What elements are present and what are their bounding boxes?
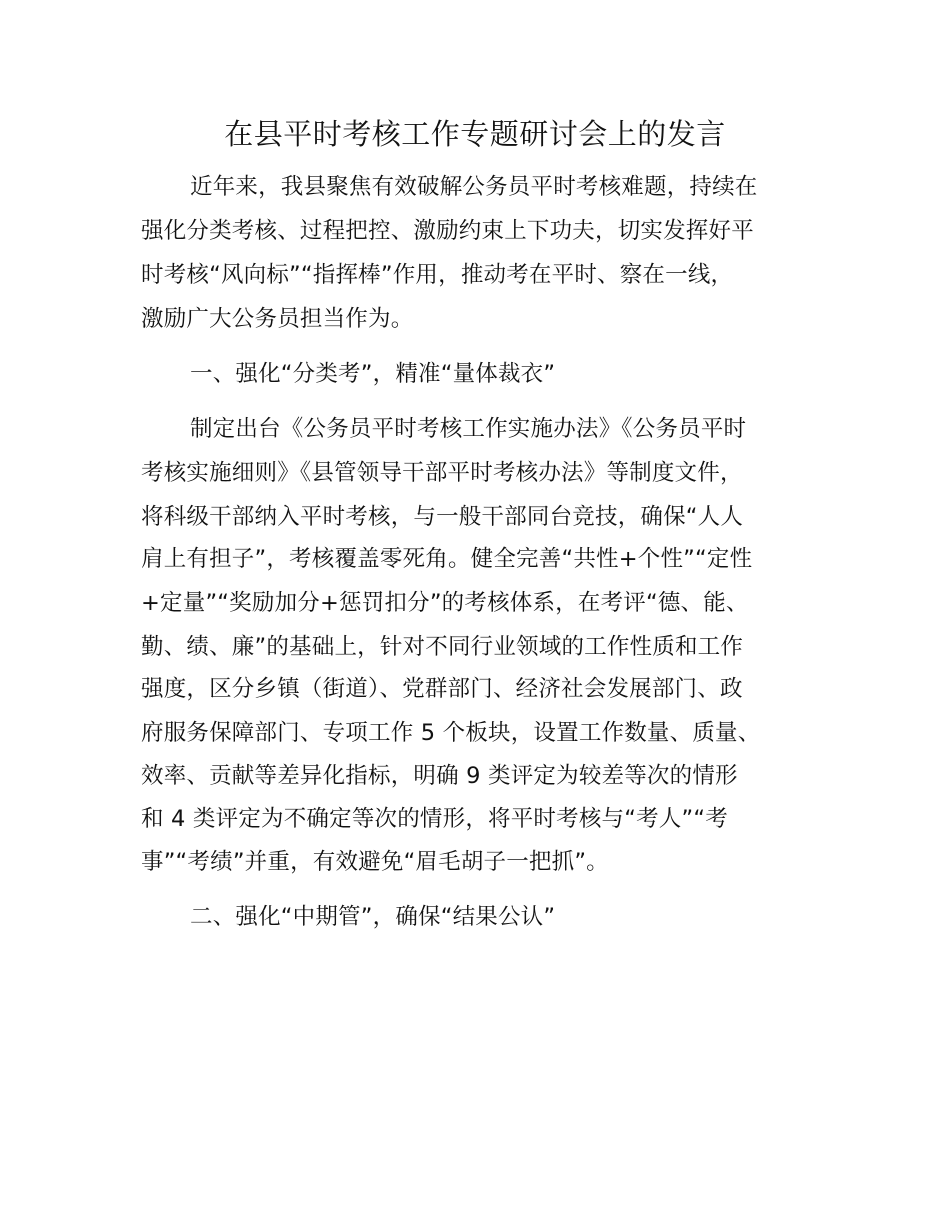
paragraph-2-line-11: 事”“考绩”并重，有效避免“眉毛胡子一把抓”。 [141,849,609,875]
paragraph-1-line-2: 强化分类考核、过程把控、激励约束上下功夫，切实发挥好平 [141,218,754,244]
paragraph-2-line-4: 肩上有担子”，考核覆盖零死角。健全完善“共性+个性”“定性 [141,546,753,572]
paragraph-2-line-7: 强度，区分乡镇（街道）、党群部门、经济社会发展部门、政 [141,676,743,702]
paragraph-2-line-9: 效率、贡献等差异化指标，明确 9 类评定为较差等次的情形 [141,763,738,789]
paragraph-2-line-5: +定量”“奖励加分+惩罚扣分”的考核体系，在考评“德、能、 [141,590,749,616]
paragraph-1-line-1: 近年来，我县聚焦有效破解公务员平时考核难题，持续在 [190,174,758,200]
section-heading-2: 二、强化“中期管”，确保“结果公认” [190,904,556,930]
paragraph-2-line-3: 将科级干部纳入平时考核，与一般干部同台竞技，确保“人人 [141,504,744,530]
paragraph-2-line-2: 考核实施细则》《县管领导干部平时考核办法》等制度文件， [141,460,743,486]
paragraph-1-line-3: 时考核“风向标”“指挥棒”作用，推动考在平时、察在一线， [141,262,734,288]
paragraph-2-line-1: 制定出台《公务员平时考核工作实施办法》《公务员平时 [190,416,747,442]
section-heading-1: 一、强化“分类考”，精准“量体裁衣” [190,361,556,387]
paragraph-2-line-8: 府服务保障部门、专项工作 5 个板块，设置工作数量、质量、 [141,720,761,746]
paragraph-1-line-4: 激励广大公务员担当作为。 [141,306,414,332]
page-title: 在县平时考核工作专题研讨会上的发言 [224,117,726,151]
paragraph-2-line-10: 和 4 类评定为不确定等次的情形，将平时考核与“考人”“考 [141,806,728,832]
paragraph-2-line-6: 勤、绩、廉”的基础上，针对不同行业领域的工作性质和工作 [141,634,744,660]
